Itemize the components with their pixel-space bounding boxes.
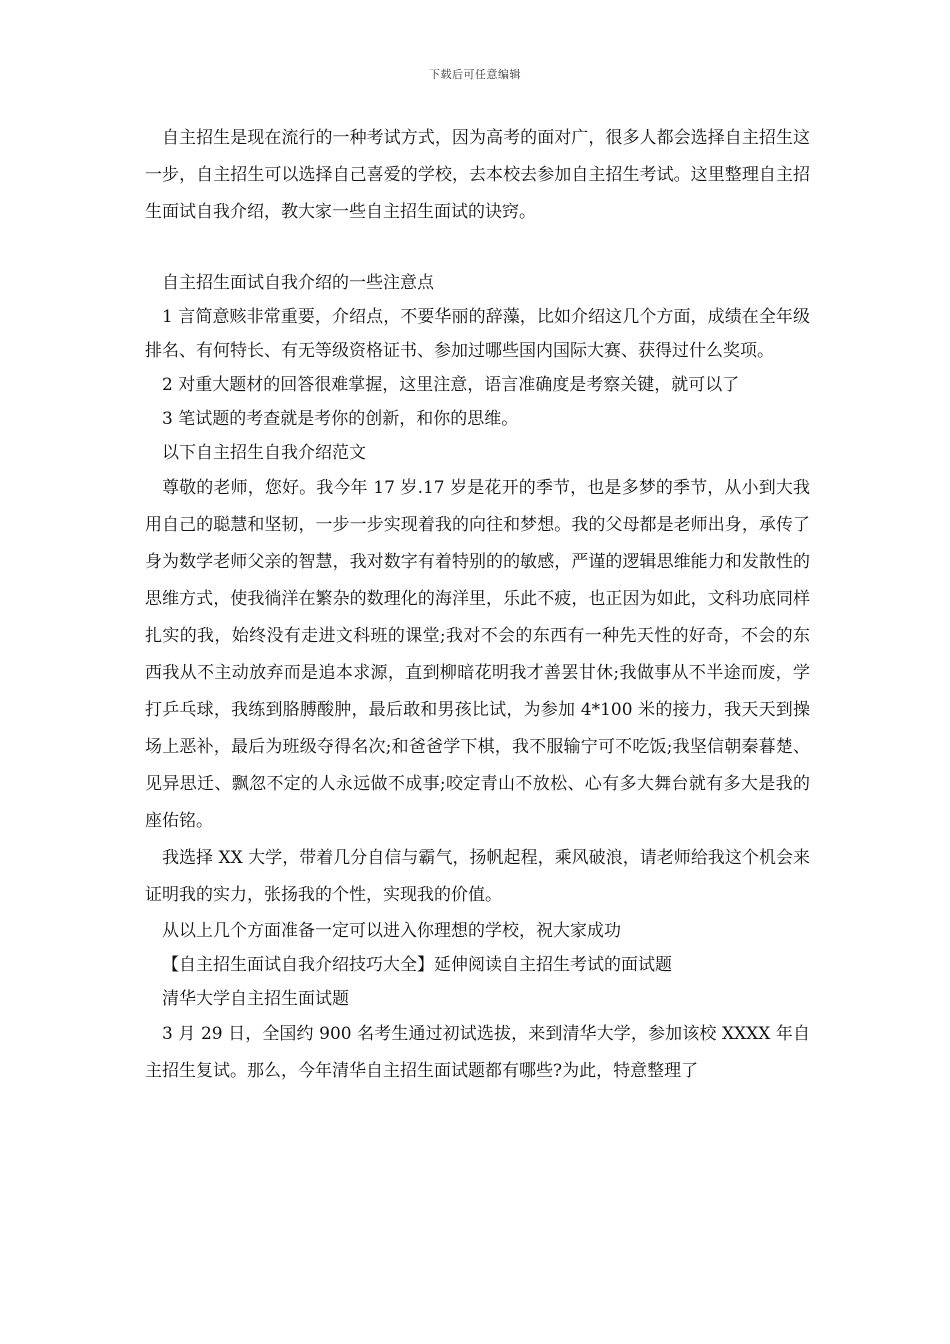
document-body (145, 120, 810, 1090)
page-header: 下载后可任意编辑 (429, 68, 521, 81)
extended-reading-title: 【自主招生面试自我介绍技巧大全】延伸阅读自主招生考试的面试题 (162, 955, 672, 975)
sample-paragraph: 尊敬的老师，您好。我今年 17 岁.17 岁是花开的季节，也是多梦的季节，从小到大我用自己的聪慧和坚韧，一步一步实现着我的向往和梦想。我的父母都是老师出身，承传了身为数学老师父亲的智慧，我对数字有着特别的的敏感，严谨的逻辑思维能力和发散性的思维方式，使我徜洋在繁杂的数理化的海洋里，乐此不疲，也正因为如此，文科功底同样扎实的我，始终没有走进文科班的课堂;我对不会的东西有一种先天性的好奇，不会的东西我从不主动放弃而是追本求源，直到柳暗花明我才善罢甘休;我做事从不半途而废，学打乒乓球，我练到胳膊酸肿，最后敢和男孩比试，为参加 4*100 米的接力，我天天到操场上恶补，最后为班级夺得名次;和爸爸学下棋，我不服输宁可不吃饭;我坚信朝秦暮楚、见异思迁、飘忽不定的人永远做不成事;咬定青山不放松、心有多大舞台就有多大是我的座佑铭。 (145, 478, 810, 831)
note-item-3: 3 笔试题的考查就是考你的创新，和你的思维。 (162, 409, 519, 429)
section-heading-sample: 以下自主招生自我介绍范文 (162, 443, 366, 463)
intro-paragraph: 自主招生是现在流行的一种考试方式，因为高考的面对广，很多人都会选择自主招生这一步，自主招生可以选择自己喜爱的学校，去本校去参加自主招生考试。这里整理自主招生面试自我介绍，教大家一些自主招生面试的诀窍。 (145, 128, 810, 222)
choice-paragraph: 我选择 XX 大学，带着几分自信与霸气，扬帆起程，乘风破浪，请老师给我这个机会来证明我的实力，张扬我的个性，实现我的价值。 (145, 848, 810, 905)
section-heading-notes: 自主招生面试自我介绍的一些注意点 (162, 273, 434, 293)
closing-paragraph: 从以上几个方面准备一定可以进入你理想的学校，祝大家成功 (162, 921, 621, 941)
tsinghua-paragraph: 3 月 29 日，全国约 900 名考生通过初试选拔，来到清华大学，参加该校 XXXX 年自主招生复试。那么，今年清华自主招生面试题都有哪些?为此，特意整理了 (145, 1024, 810, 1081)
section-heading-tsinghua: 清华大学自主招生面试题 (162, 989, 349, 1009)
note-item-2: 2 对重大题材的回答很难掌握，这里注意，语言准确度是考察关键，就可以了 (162, 375, 740, 395)
note-item-1: 1 言简意赅非常重要，介绍点，不要华丽的辞藻，比如介绍这几个方面，成绩在全年级排名、有何特长、有无等级资格证书、参加过哪些国内国际大赛、获得过什么奖项。 (145, 307, 810, 361)
